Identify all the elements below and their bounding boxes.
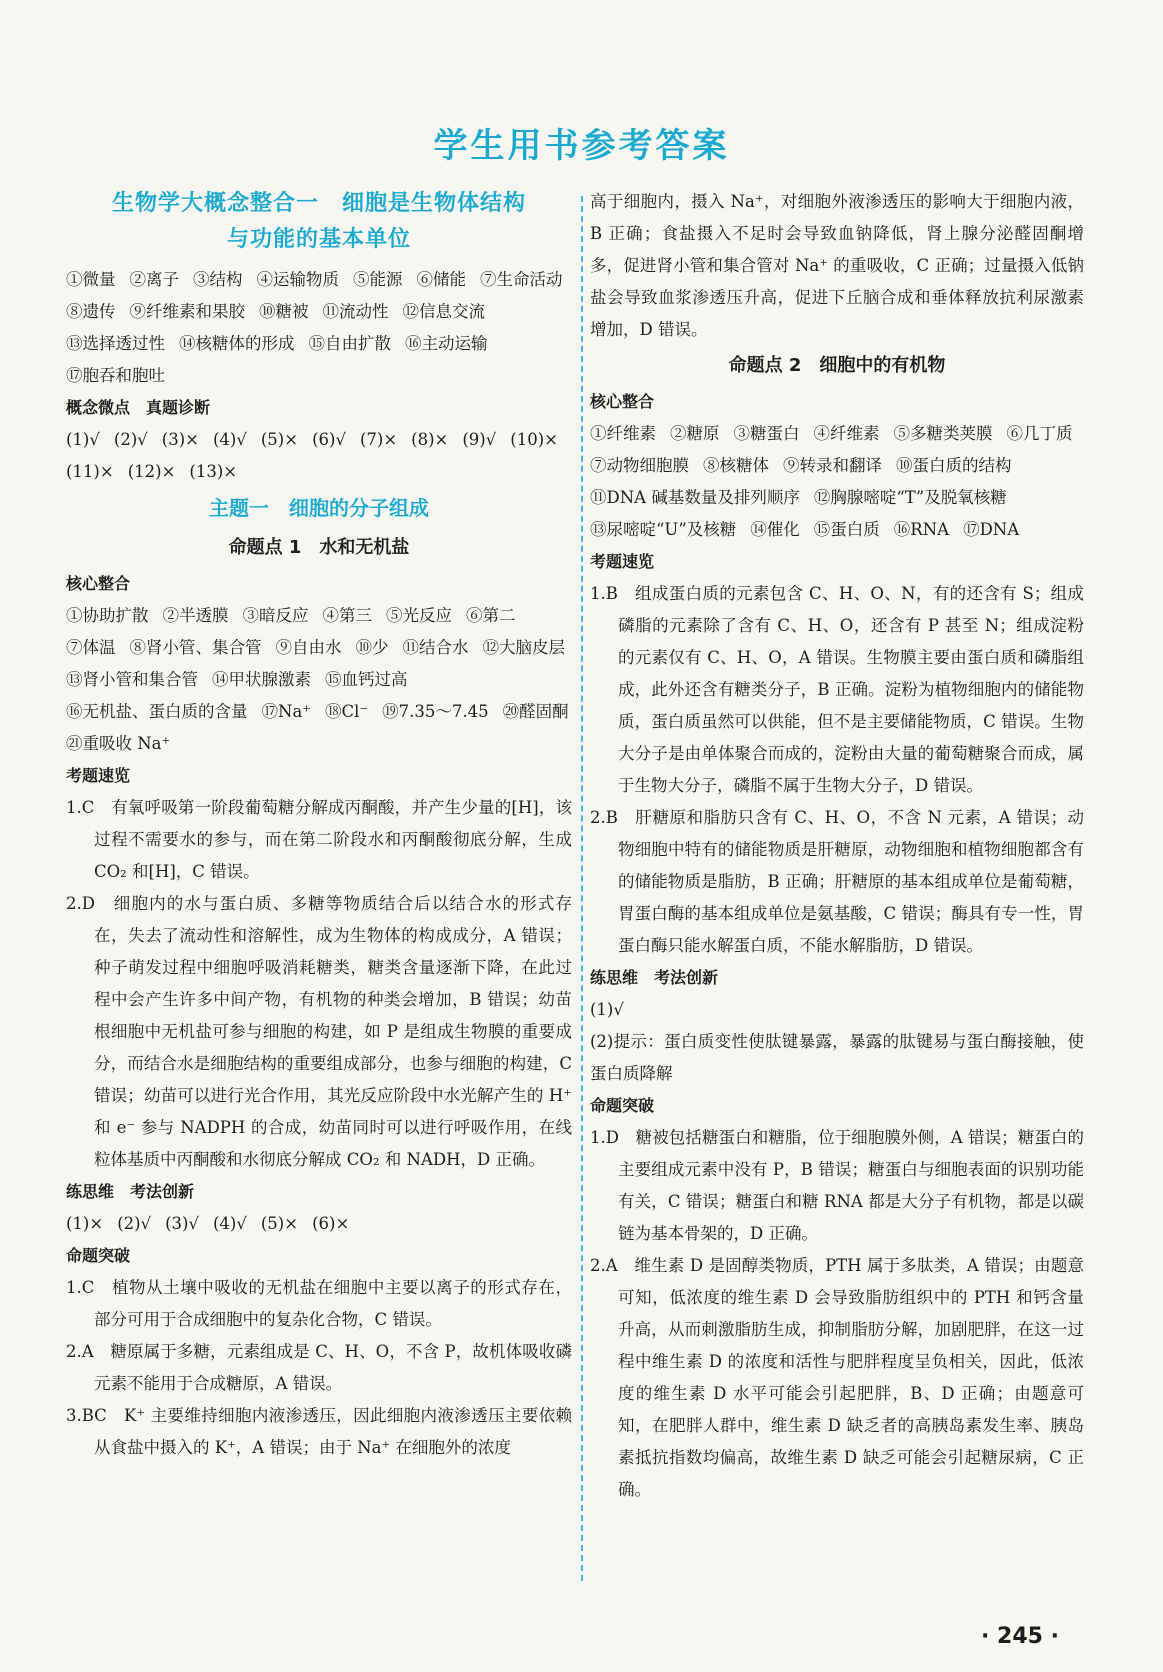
list-item: ⑥储能 xyxy=(416,270,466,289)
concept-list xyxy=(66,264,572,392)
core-heading: 核心整合 xyxy=(66,574,131,593)
list-item: ⑩少 xyxy=(355,638,389,657)
diagnosis-list xyxy=(66,424,572,488)
list-item: (8)× xyxy=(411,430,449,449)
list-item: ②糖原 xyxy=(670,424,720,443)
list-item: ⑫大脑皮层 xyxy=(482,638,565,657)
list-item: ⑦动物细胞膜 xyxy=(590,456,689,475)
list-item: ⑩蛋白质的结构 xyxy=(896,456,1012,475)
list-item: (1)× xyxy=(66,1214,104,1233)
column-divider xyxy=(581,196,583,1581)
list-item: (3)× xyxy=(161,430,199,449)
list-item: ⑨纤维素和果胶 xyxy=(129,302,245,321)
list-item: (6)× xyxy=(312,1214,350,1233)
list-item: (10)× xyxy=(510,430,558,449)
list-item: ⑬选择透过性 xyxy=(66,334,165,353)
quick-heading-2: 考题速览 xyxy=(590,552,655,571)
list-item: ⑨转录和翻译 xyxy=(783,456,882,475)
list-item: (3)√ xyxy=(165,1214,199,1233)
theme-heading: 主题一 细胞的分子组成 xyxy=(209,496,429,520)
big-concept-heading-line1: 生物学大概念整合一 细胞是生物体结构 xyxy=(111,191,526,216)
list-item: (5)× xyxy=(260,430,299,449)
break-heading-2: 命题突破 xyxy=(590,1096,655,1115)
list-item: ①微量 xyxy=(66,270,116,289)
quick2-answer-2: 2.B 肝糖原和脂肪只含有 C、H、O，不含 N 元素，A 错误；动物细胞中特有的储能物质是肝糖原，动物细胞和植物细胞都含有的储能物质是脂肪，B 正确；肝糖原的基本组成单位是葡萄糖，胃蛋白酶的基本组成单位是氨基酸，C 错误；酶具有专一性，胃蛋白酶只能水解蛋白质，不能水解脂肪，D 错误。 xyxy=(590,808,1084,955)
list-item: ⑤多糖类荚膜 xyxy=(893,424,993,443)
list-item: (4)√ xyxy=(212,430,247,449)
list-item: (6)√ xyxy=(312,430,346,449)
list-item: ⑭甲状腺激素 xyxy=(212,670,311,689)
list-item: ⑪流动性 xyxy=(322,302,389,321)
break-heading: 命题突破 xyxy=(66,1246,131,1265)
list-item: ㉑重吸收 Na⁺ xyxy=(66,734,171,753)
big-concept-heading-line2: 与功能的基本单位 xyxy=(226,227,411,252)
diagnosis-heading: 概念微点 真题诊断 xyxy=(66,398,211,417)
quick-answer-2: 2.D 细胞内的水与蛋白质、多糖等物质结合后以结合水的形式存在，失去了流动性和溶解性，成为生物体的构成成分，A 错误；种子萌发过程中细胞呼吸消耗糖类，糖类含量逐渐下降，在此过程中会产生许多中间产物，有机物的种类会增加，B 错误；幼苗根细胞中无机盐可参与细胞的构建，如 P 是组成生物膜的重要成分，而结合水是细胞结构的重要组成部分，也参与细胞的构建，C 错误；幼苗可以进行光合作用，其光反应阶段中水光解产生的 H⁺ 和 e⁻ 参与 NADPH 的合成，幼苗同时可以进行呼吸作用，在线粒体基质中丙酮酸和水彻底分解成 CO₂ 和 NADH，D 正确。 xyxy=(66,894,572,1169)
quick-answer-1: 1.C 有氧呼吸第一阶段葡萄糖分解成丙酮酸，并产生少量的[H]，该过程不需要水的参与，而在第二阶段水和丙酮酸彻底分解，生成 CO₂ 和[H]，C 错误。 xyxy=(66,798,572,881)
list-item: ④第三 xyxy=(322,606,372,625)
think-heading-2: 练思维 考法创新 xyxy=(590,968,719,987)
page-title: 学生用书参考答案 xyxy=(433,126,730,166)
list-item: (7)× xyxy=(359,430,398,449)
list-item: ⑧核糖体 xyxy=(703,456,769,475)
list-item: ⑰DNA xyxy=(963,520,1020,539)
list-item: ⑮蛋白质 xyxy=(813,520,880,539)
list-item: (11)× xyxy=(66,462,114,481)
list-item: ⑤能源 xyxy=(353,270,403,289)
list-item: ⑯无机盐、蛋白质的含量 xyxy=(66,702,248,721)
point1-heading: 命题点 1 水和无机盐 xyxy=(228,537,410,558)
think2-answer-1: (1)√ xyxy=(590,1000,624,1019)
list-item: (4)√ xyxy=(212,1214,247,1233)
list-item: ⑲7.35～7.45 xyxy=(382,702,489,721)
list-item: ⑨自由水 xyxy=(275,638,342,657)
list-item: (1)√ xyxy=(66,430,100,449)
think-list xyxy=(66,1208,572,1240)
list-item: ⑩糖被 xyxy=(259,302,309,321)
list-item: ⑥几丁质 xyxy=(1006,424,1073,443)
continued-answer: 高于细胞内，摄入 Na⁺，对细胞外液渗透压的影响大于细胞内液，B 正确；食盐摄入不足时会导致血钠降低，肾上腺分泌醛固酮增多，促进肾小管和集合管对 Na⁺ 的重吸收，C 正确；过量摄入低钠盐会导致血浆渗透压升高，促进下丘脑合成和垂体释放抗利尿激素增加，D 错误。 xyxy=(590,192,1084,339)
think2-answer-2: (2)提示：蛋白质变性使肽键暴露，暴露的肽键易与蛋白酶接触，使蛋白质降解 xyxy=(590,1032,1084,1083)
list-item: (2)√ xyxy=(113,430,148,449)
list-item: (13)× xyxy=(189,462,238,481)
list-item: ⑦体温 xyxy=(66,638,116,657)
break2-answer-1: 1.D 糖被包括糖蛋白和糖脂，位于细胞膜外侧，A 错误；糖蛋白的主要组成元素中没有 P，B 错误；糖蛋白与细胞表面的识别功能有关，C 错误；糖蛋白和糖 RNA 都是大分子有机物，都是以碳链为基本骨架的，D 正确。 xyxy=(590,1128,1084,1243)
list-item: ⑬肾小管和集合管 xyxy=(66,670,198,689)
list-item: ⑰胞吞和胞吐 xyxy=(66,366,165,385)
quick-heading: 考题速览 xyxy=(66,766,131,785)
break-answer-3: 3.BC K⁺ 主要维持细胞内液渗透压，因此细胞内液渗透压主要依赖从食盐中摄入的 K⁺，A 错误；由于 Na⁺ 在细胞外的浓度 xyxy=(66,1406,572,1457)
list-item: ⑫胸腺嘧啶“T”及脱氧核糖 xyxy=(813,488,1007,507)
right-column xyxy=(590,186,1084,1506)
point2-heading: 命题点 2 细胞中的有机物 xyxy=(728,355,946,376)
list-item: ⑭核糖体的形成 xyxy=(179,334,295,353)
core-list-2 xyxy=(590,418,1084,546)
list-item: ②半透膜 xyxy=(162,606,229,625)
break-answer-1: 1.C 植物从土壤中吸收的无机盐在细胞中主要以离子的形式存在，部分可用于合成细胞中的复杂化合物，C 错误。 xyxy=(66,1278,572,1329)
list-item: ③暗反应 xyxy=(242,606,309,625)
left-column xyxy=(66,186,572,1464)
list-item: ⑧肾小管、集合管 xyxy=(129,638,262,657)
list-item: (5)× xyxy=(260,1214,299,1233)
list-item: ⑭催化 xyxy=(750,520,800,539)
list-item: ①协助扩散 xyxy=(66,606,149,625)
break-answer-2: 2.A 糖原属于多糖，元素组成是 C、H、O，不含 P，故机体吸收磷元素不能用于合成糖原，A 错误。 xyxy=(66,1342,572,1393)
list-item: ⑦生命活动 xyxy=(480,270,563,289)
list-item: ⑧遗传 xyxy=(66,302,116,321)
list-item: (12)× xyxy=(127,462,176,481)
list-item: ⑤光反应 xyxy=(386,606,452,625)
list-item: ④纤维素 xyxy=(813,424,880,443)
list-item: ⑯RNA xyxy=(893,520,950,539)
list-item: ②离子 xyxy=(129,270,179,289)
list-item: ①纤维素 xyxy=(590,424,656,443)
list-item: ⑱Cl⁻ xyxy=(324,702,369,721)
list-item: ⑫信息交流 xyxy=(402,302,485,321)
break2-answer-2: 2.A 维生素 D 是固醇类物质，PTH 属于多肽类，A 错误；由题意可知，低浓度的维生素 D 会导致脂肪组织中的 PTH 和钙含量升高，从而刺激脂肪生成，抑制脂肪分解，加剧肥胖，在这一过程中维生素 D 的浓度和活性与肥胖程度呈负相关，因此，低浓度的维生素 D 水平可能会引起肥胖，B、D 正确；由题意可知，在肥胖人群中，维生素 D 缺乏者的高胰岛素发生率、胰岛素抵抗指数均偏高，故维生素 D 缺乏可能会引起糖尿病，C 正确。 xyxy=(590,1256,1084,1499)
core-heading-2: 核心整合 xyxy=(590,392,655,411)
list-item: ③糖蛋白 xyxy=(733,424,800,443)
think-heading: 练思维 考法创新 xyxy=(66,1182,195,1201)
page-number: · 245 · xyxy=(981,1624,1059,1649)
list-item: ⑥第二 xyxy=(466,606,516,625)
list-item: ⑯主动运输 xyxy=(405,334,488,353)
list-item: (2)√ xyxy=(117,1214,152,1233)
list-item: ⑬尿嘧啶“U”及核糖 xyxy=(590,520,737,539)
list-item: ⑳醛固酮 xyxy=(502,702,569,721)
list-item: ⑮血钙过高 xyxy=(325,670,408,689)
list-item: ③结构 xyxy=(193,270,243,289)
list-item: ⑪DNA 碱基数量及排列顺序 xyxy=(590,488,800,507)
list-item: ④运输物质 xyxy=(256,270,339,289)
list-item: ⑪结合水 xyxy=(402,638,469,657)
core-list xyxy=(66,600,572,760)
list-item: ⑮自由扩散 xyxy=(308,334,391,353)
quick2-answer-1: 1.B 组成蛋白质的元素包含 C、H、O、N，有的还含有 S；组成磷脂的元素除了含有 C、H、O，还含有 P 甚至 N；组成淀粉的元素仅有 C、H、O，A 错误。生物膜主要由蛋白质和磷脂组成，此外还含有糖类分子，B 正确。淀粉为植物细胞内的储能物质，蛋白质虽然可以供能，但不是主要储能物质，C 错误。生物大分子是由单体聚合而成的，淀粉由大量的葡萄糖聚合而成，属于生物大分子，磷脂不属于生物大分子，D 错误。 xyxy=(590,584,1084,795)
list-item: (9)√ xyxy=(462,430,497,449)
list-item: ⑰Na⁺ xyxy=(261,702,311,721)
